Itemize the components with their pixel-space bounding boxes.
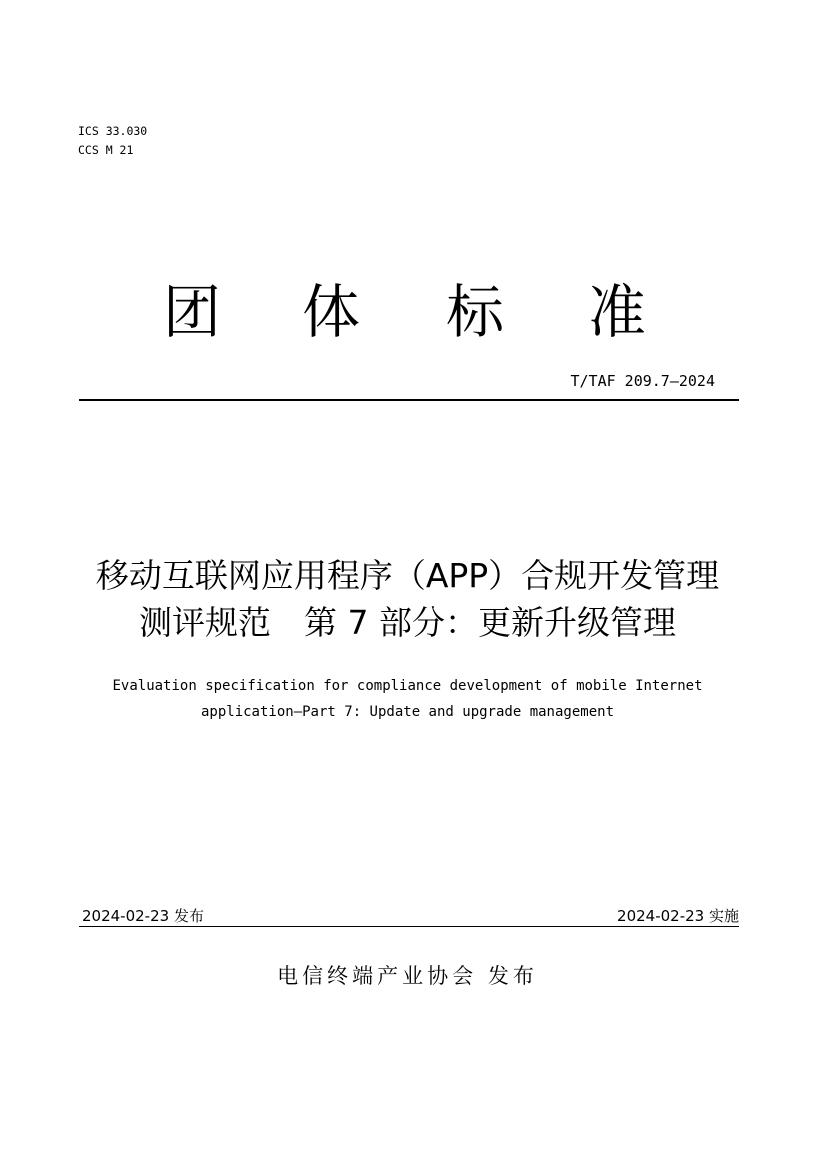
standard-type-heading bbox=[0, 272, 815, 352]
publisher: 电信终端产业协会 发布 bbox=[277, 964, 538, 988]
chinese-title-line-1: 移动互联网应用程序（APP）合规开发管理 bbox=[95, 556, 720, 595]
ics-code: ICS 33.030 bbox=[78, 124, 148, 138]
english-title-line-1: Evaluation specification for compliance development of mobile Internet bbox=[112, 678, 703, 694]
english-title-line-2: application—Part 7: Update and upgrade management bbox=[200, 704, 614, 720]
standard-type-char: 准 bbox=[588, 278, 647, 346]
standard-type-char: 体 bbox=[302, 278, 361, 346]
issue-date: 2024-02-23 发布 bbox=[82, 907, 204, 925]
english-title bbox=[0, 673, 815, 725]
ccs-code: CCS M 21 bbox=[78, 143, 134, 157]
chinese-title-line-2: 测评规范 第 7 部分：更新升级管理 bbox=[139, 603, 676, 642]
top-divider bbox=[79, 399, 739, 401]
implementation-date: 2024-02-23 实施 bbox=[617, 907, 739, 925]
classification-codes bbox=[78, 122, 147, 160]
standard-type-char: 团 bbox=[163, 278, 222, 346]
standard-number: T/TAF 209.7—2024 bbox=[570, 372, 715, 390]
standard-type-char: 标 bbox=[446, 278, 505, 346]
chinese-title bbox=[0, 552, 815, 646]
bottom-divider bbox=[79, 926, 739, 927]
